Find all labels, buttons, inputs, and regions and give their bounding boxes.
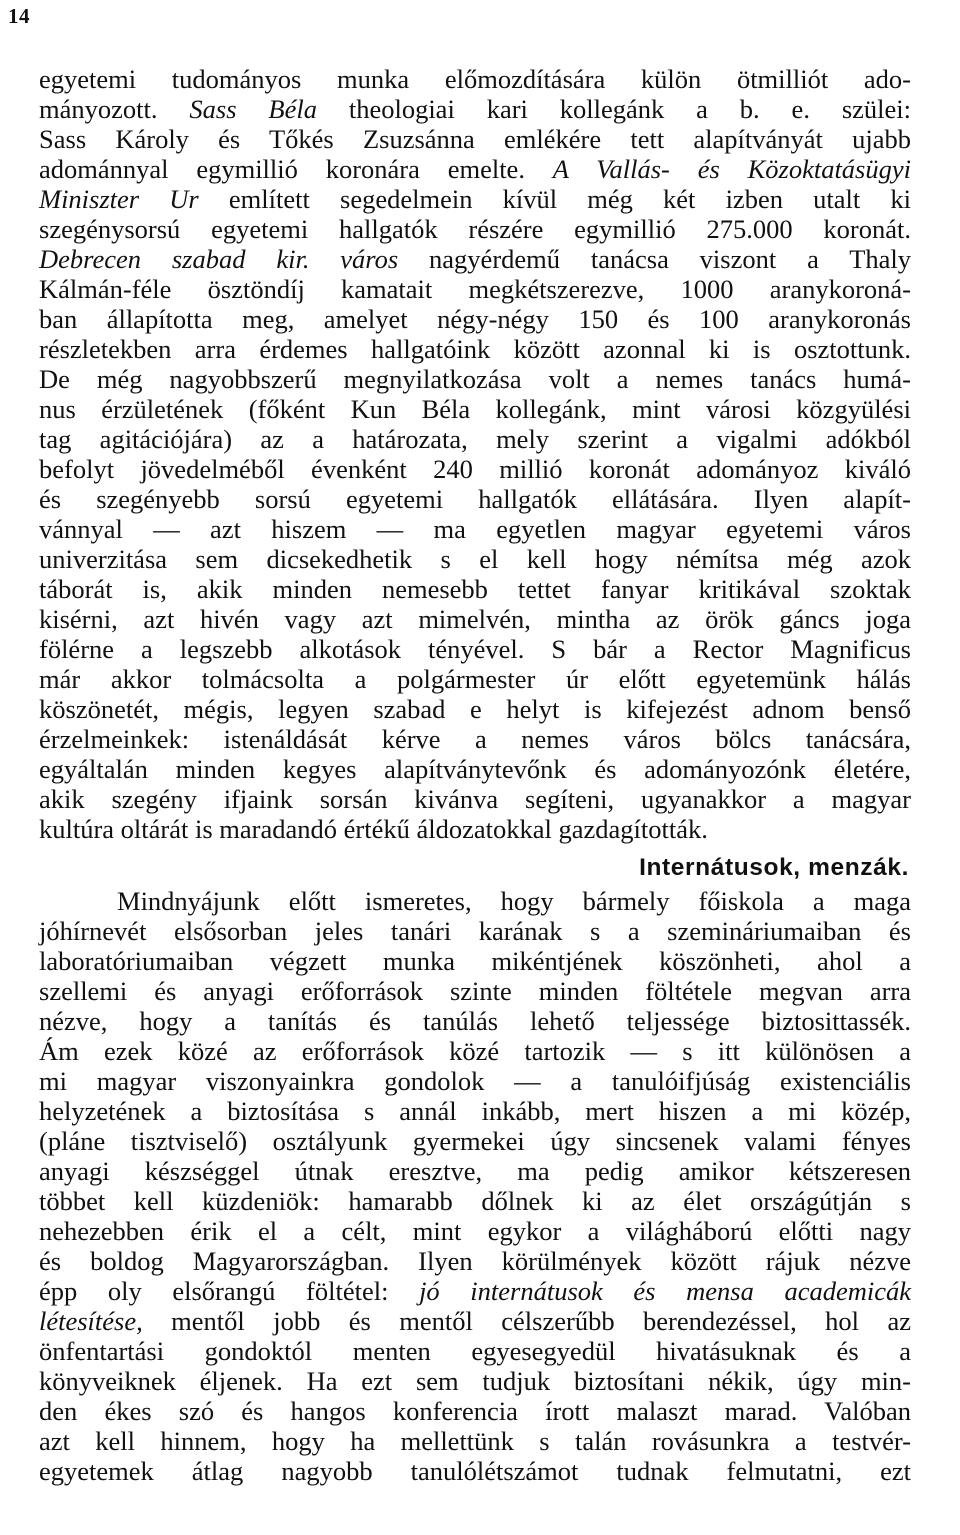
text-line: Miniszter Ur említett segedelmein kívül még két izben utalt ki <box>39 184 911 214</box>
text-line: akik szegény ifjaink sorsán kivánva segíteni, ugyanakkor a magyar <box>39 784 911 814</box>
section-heading: Internátusok, menzák. <box>639 854 909 881</box>
text-line: nézve, hogy a tanítás és tanúlás lehető teljessége biztosittassék. <box>39 1006 911 1036</box>
italic-phrase: jó internátusok és mensa academicák <box>419 1276 911 1306</box>
text-line: Kálmán-féle ösztöndíj kamatait megkétszerezve, 1000 aranykoroná- <box>39 274 911 304</box>
text-line: többet kell küzdeniök: hamarabb dőlnek ki az élet országútján s <box>39 1186 911 1216</box>
text-line: könyveiknek éljenek. Ha ezt sem tudjuk biztosítani nékik, úgy min- <box>39 1366 911 1396</box>
text-line: (pláne tisztviselő) osztályunk gyermekei úgy sincsenek valami fényes <box>39 1126 911 1156</box>
text-line: kisérni, azt hivén vagy azt mimelvén, mintha az örök gáncs joga <box>39 604 911 634</box>
text-line: azt kell hinnem, hogy ha mellettünk s talán rovásunkra a testvér- <box>39 1426 911 1456</box>
text-line: jóhírnevét elsősorban jeles tanári karának s a szemináriumaiban és <box>39 916 911 946</box>
page-number: 14 <box>8 4 30 28</box>
text-line: ban állapította meg, amelyet négy-négy 150 és 100 aranykoronás <box>39 304 911 334</box>
text-line: szegénysorsú egyetemi hallgatók részére egymillió 275.000 koronát. <box>39 214 911 244</box>
text-line: nus érzületének (főként Kun Béla kollegánk, mint városi közgyülési <box>39 394 911 424</box>
text-line: szellemi és anyagi erőforrások szinte minden föltétele megvan arra <box>39 976 911 1006</box>
text-line: den ékes szó és hangos konferencia írott malaszt marad. Valóban <box>39 1396 911 1426</box>
text-line: egyetemi tudományos munka előmozdítására külön ötmilliót ado- <box>39 64 911 94</box>
text-line: Mindnyájunk előtt ismeretes, hogy bármely főiskola a maga <box>117 886 911 916</box>
section-donations <box>39 64 911 844</box>
text-line: Ám ezek közé az erőforrások közé tartozik — s itt különösen a <box>39 1036 911 1066</box>
italic-phrase: A Vallás- és Közoktatásügyi <box>552 154 911 184</box>
text-line: tag agitációjára) az a határozata, mely szerint a vigalmi adókból <box>39 424 911 454</box>
page-body <box>39 64 911 1486</box>
italic-phrase: Sass Béla <box>189 94 317 124</box>
text-line: fölérne a legszebb alkotások tényével. S bár a Rector Magnificus <box>39 634 911 664</box>
text-line: De még nagyobbszerű megnyilatkozása volt a nemes tanács humá- <box>39 364 911 394</box>
text-line: Debrecen szabad kir. város nagyérdemű tanácsa viszont a Thaly <box>39 244 912 274</box>
text-line: nehezebben érik el a célt, mint egykor a világháború előtti nagy <box>39 1216 911 1246</box>
text-line: köszönetét, mégis, legyen szabad e helyt is kifejezést adnom benső <box>39 694 911 724</box>
text-line: érzelmeinkek: istenáldását kérve a nemes város bölcs tanácsára, <box>39 724 911 754</box>
text-line: önfentartási gondoktól menten egyesegyedül hivatásuknak és a <box>39 1336 911 1366</box>
text-line: egyáltalán minden kegyes alapítványtevőnk és adományozónk életére, <box>39 754 911 784</box>
text-line: mi magyar viszonyainkra gondolok — a tanulóifjúság existenciális <box>39 1066 911 1096</box>
text-line: befolyt jövedelméből évenként 240 millió koronát adományoz kiváló <box>39 454 911 484</box>
text-line: mányozott. Sass Béla theologiai kari kollegánk a b. e. szülei: <box>39 94 911 124</box>
text-line: laboratóriumaiban végzett munka mikéntjének köszönheti, ahol a <box>39 946 911 976</box>
text-line: anyagi készséggel útnak eresztve, ma pedig amikor kétszeresen <box>39 1156 911 1186</box>
text-line: kultúra oltárát is maradandó értékű áldozatokkal gazdagították. <box>39 814 708 844</box>
text-line: Sass Károly és Tőkés Zsuzsánna emlékére tett alapítványát ujabb <box>39 124 911 154</box>
text-line: táborát is, akik minden nemesebb tettet fanyar kritikával szoktak <box>39 574 911 604</box>
text-line: és boldog Magyarországban. Ilyen körülmények között rájuk nézve <box>39 1246 911 1276</box>
text-line: már akkor tolmácsolta a polgármester úr előtt egyetemünk hálás <box>39 664 911 694</box>
italic-phrase: Debrecen szabad kir. város <box>39 244 399 274</box>
italic-phrase: Miniszter Ur <box>39 184 199 214</box>
text-line: helyzetének a biztosítása s annál inkább, mert hiszen a mi közép, <box>39 1096 911 1126</box>
text-line: és szegényebb sorsú egyetemi hallgatók ellátására. Ilyen alapít- <box>39 484 911 514</box>
text-line: univerzitása sem dicsekedhetik s el kell hogy némítsa még azok <box>39 544 911 574</box>
text-line: részletekben arra érdemes hallgatóink között azonnal ki is osztottunk. <box>39 334 911 364</box>
text-line: egyetemek átlag nagyobb tanulólétszámot tudnak felmutatni, ezt <box>39 1456 911 1486</box>
italic-phrase: létesítése, <box>39 1306 143 1336</box>
text-line: létesítése, mentől jobb és mentől célszerűbb berendezéssel, hol az <box>39 1306 911 1336</box>
text-line: vánnyal — azt hiszem — ma egyetlen magyar egyetemi város <box>39 514 911 544</box>
text-line: adománnyal egymillió koronára emelte. A Vallás- és Közoktatásügyi <box>39 154 911 184</box>
section-internatusok <box>39 886 911 1486</box>
text-line: épp oly elsőrangú föltétel: jó internátusok és mensa academicák <box>39 1276 911 1306</box>
